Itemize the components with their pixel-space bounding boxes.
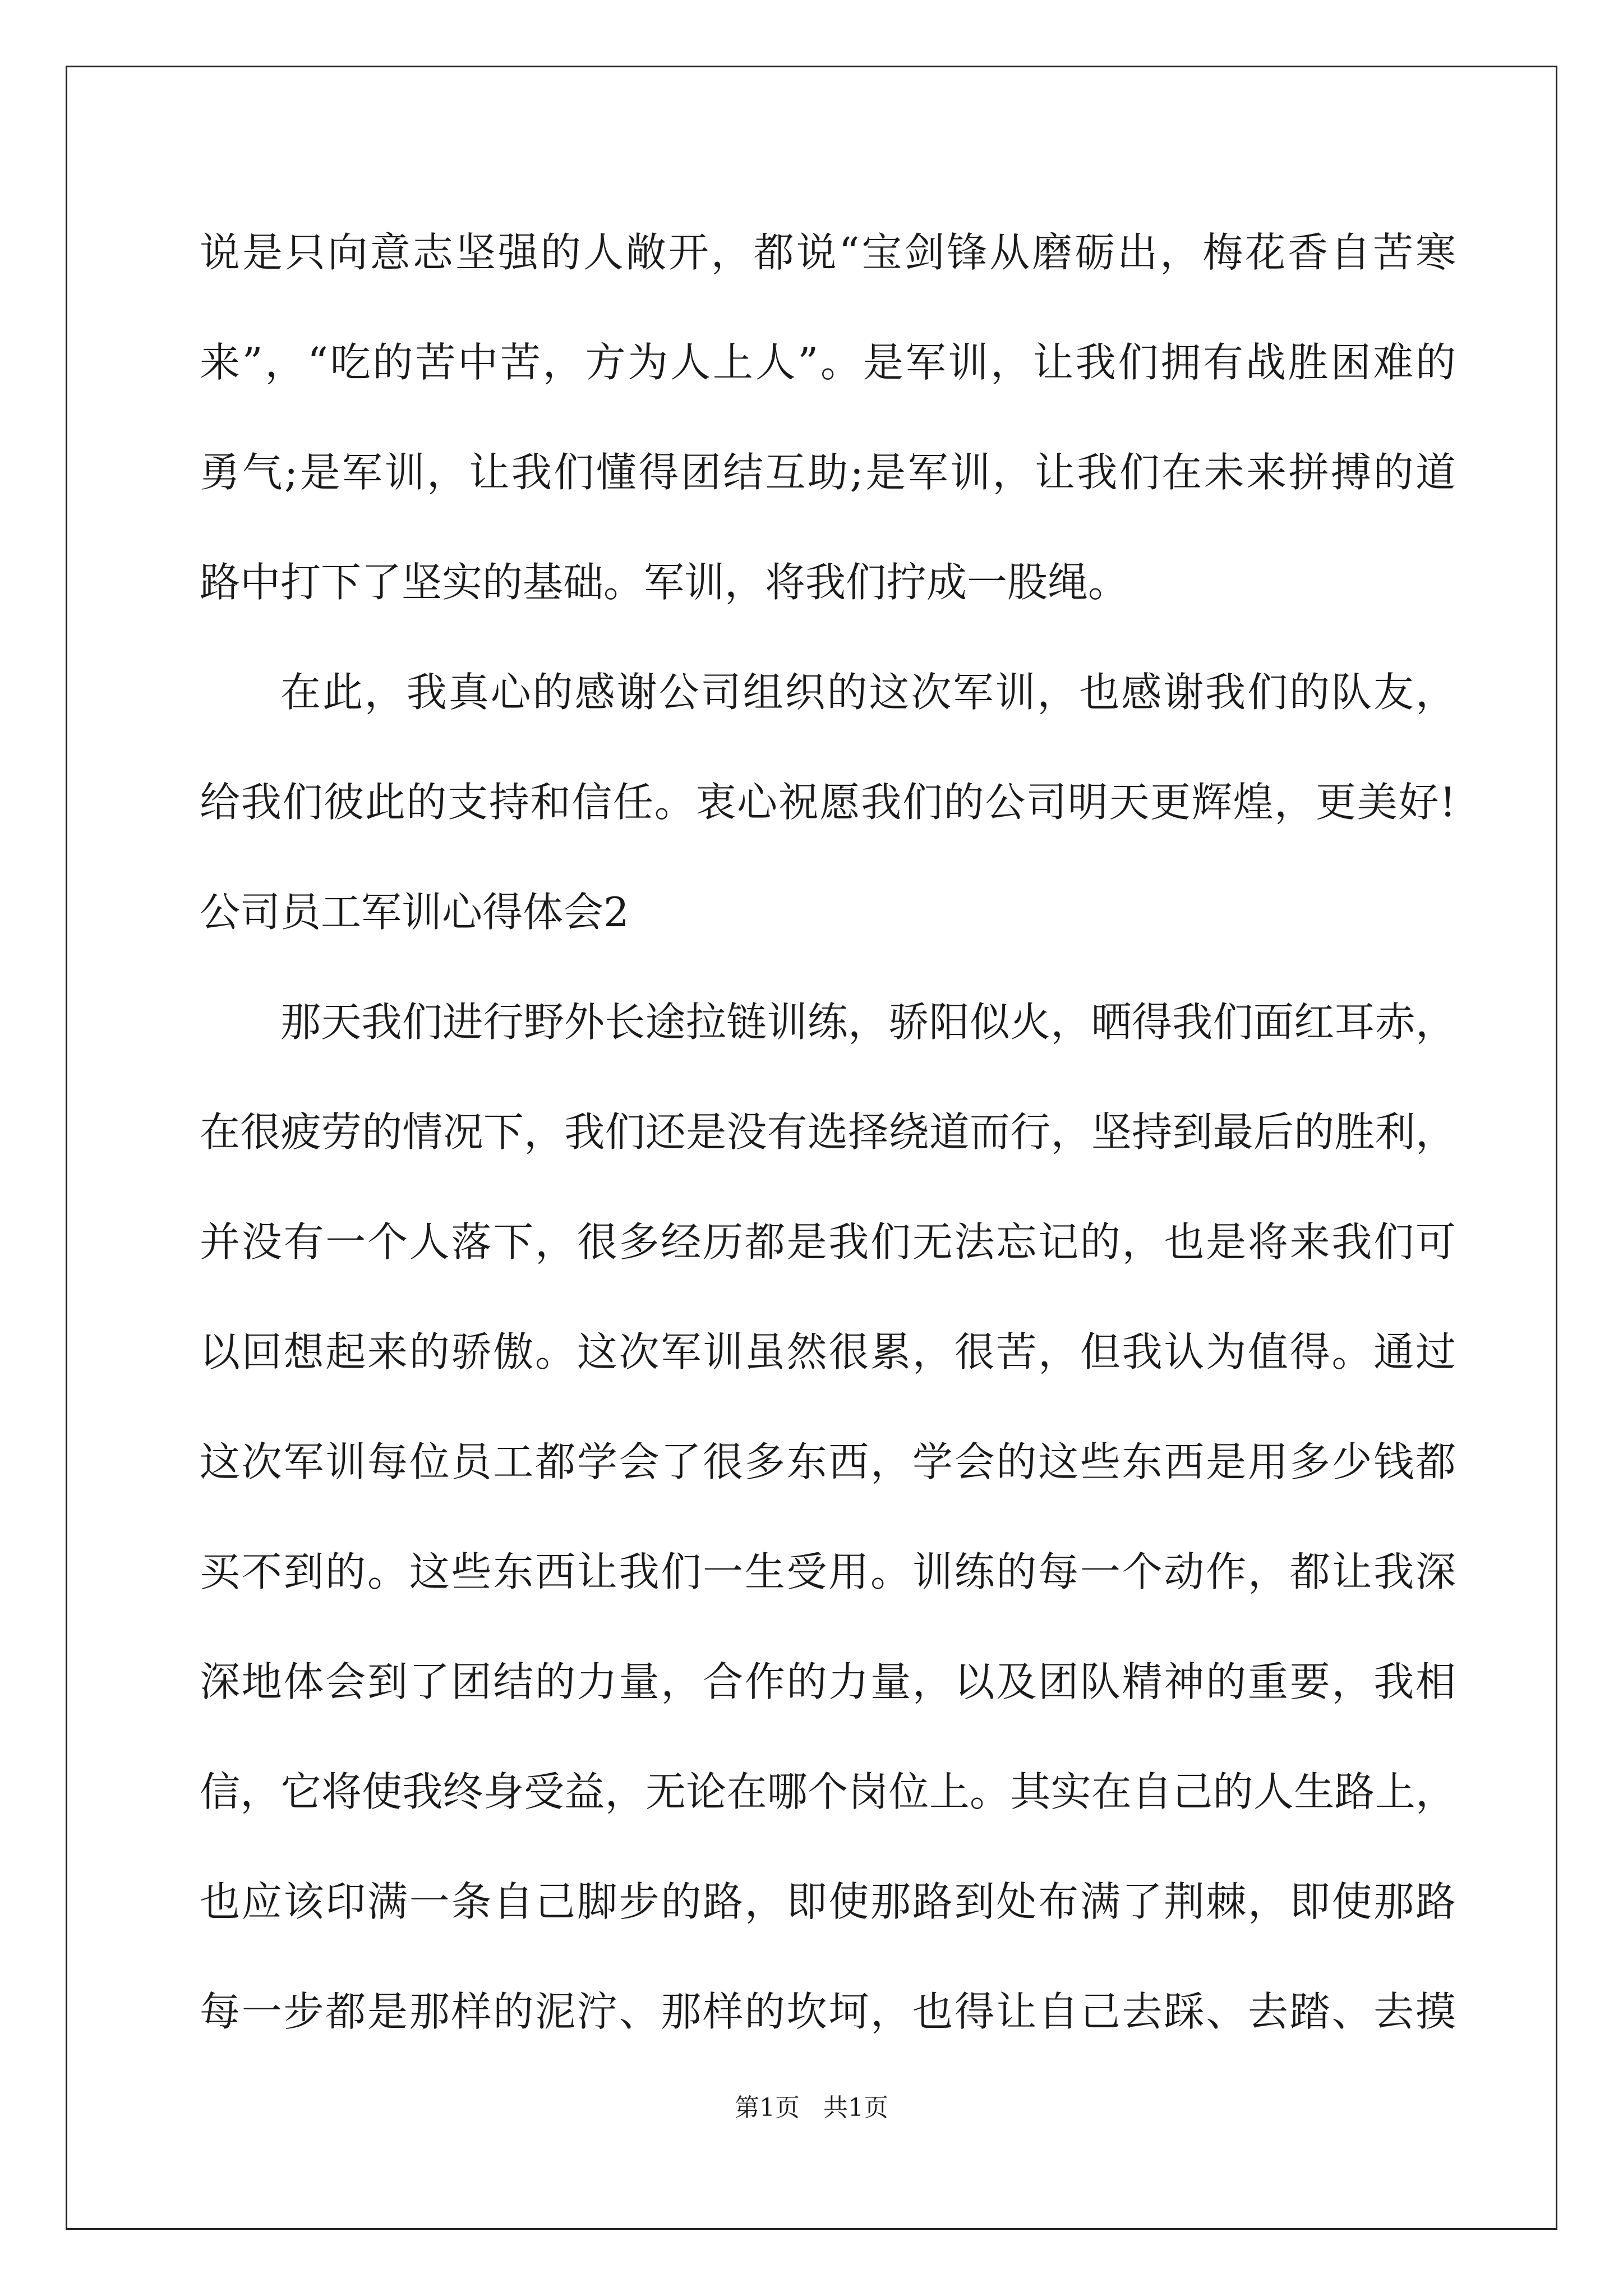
section-heading: 公司员工军训心得体会2 xyxy=(200,889,629,936)
paragraph-first-line: 在此，我真心的感谢公司组织的这次军训，也感谢我们的队友， xyxy=(280,669,1456,716)
text-line: 买不到的。这些东西让我们一生受用。训练的每一个动作，都让我深 xyxy=(200,1548,1456,1595)
text-line: 也应该印满一条自己脚步的路，即使那路到处布满了荆棘，即使那路 xyxy=(200,1878,1456,1925)
text-line: 这次军训每位员工都学会了很多东西，学会的这些东西是用多少钱都 xyxy=(200,1438,1456,1485)
text-line: 勇气;是军训，让我们懂得团结互助;是军训，让我们在未来拼搏的道 xyxy=(200,449,1456,496)
text-line: 说是只向意志坚强的人敞开，都说“宝剑锋从磨砺出，梅花香自苦寒 xyxy=(200,229,1456,276)
text-line: 来”，“吃的苦中苦，方为人上人”。是军训，让我们拥有战胜困难的 xyxy=(200,339,1456,386)
text-line: 每一步都是那样的泥泞、那样的坎坷，也得让自己去踩、去踏、去摸 xyxy=(200,1988,1456,2035)
document-body xyxy=(200,219,1456,2088)
text-line: 并没有一个人落下，很多经历都是我们无法忘记的，也是将来我们可 xyxy=(200,1218,1456,1266)
text-line: 以回想起来的骄傲。这次军训虽然很累，很苦，但我认为值得。通过 xyxy=(200,1328,1456,1375)
paragraph-first-line: 那天我们进行野外长途拉链训练，骄阳似火，晒得我们面红耳赤， xyxy=(280,999,1456,1046)
text-line: 在很疲劳的情况下，我们还是没有选择绕道而行，坚持到最后的胜利， xyxy=(200,1108,1456,1156)
page-footer xyxy=(0,2091,1623,2125)
page-total: 共1页 xyxy=(823,2093,888,2122)
text-line: 给我们彼此的支持和信任。衷心祝愿我们的公司明天更辉煌，更美好! xyxy=(200,779,1456,826)
page-number: 第1页 xyxy=(735,2093,800,2122)
text-line: 信，它将使我终身受益，无论在哪个岗位上。其实在自己的人生路上， xyxy=(200,1768,1456,1815)
text-line: 深地体会到了团结的力量，合作的力量，以及团队精神的重要，我相 xyxy=(200,1658,1456,1705)
text-line: 路中打下了坚实的基础。军训，将我们拧成一股绳。 xyxy=(200,559,1129,606)
